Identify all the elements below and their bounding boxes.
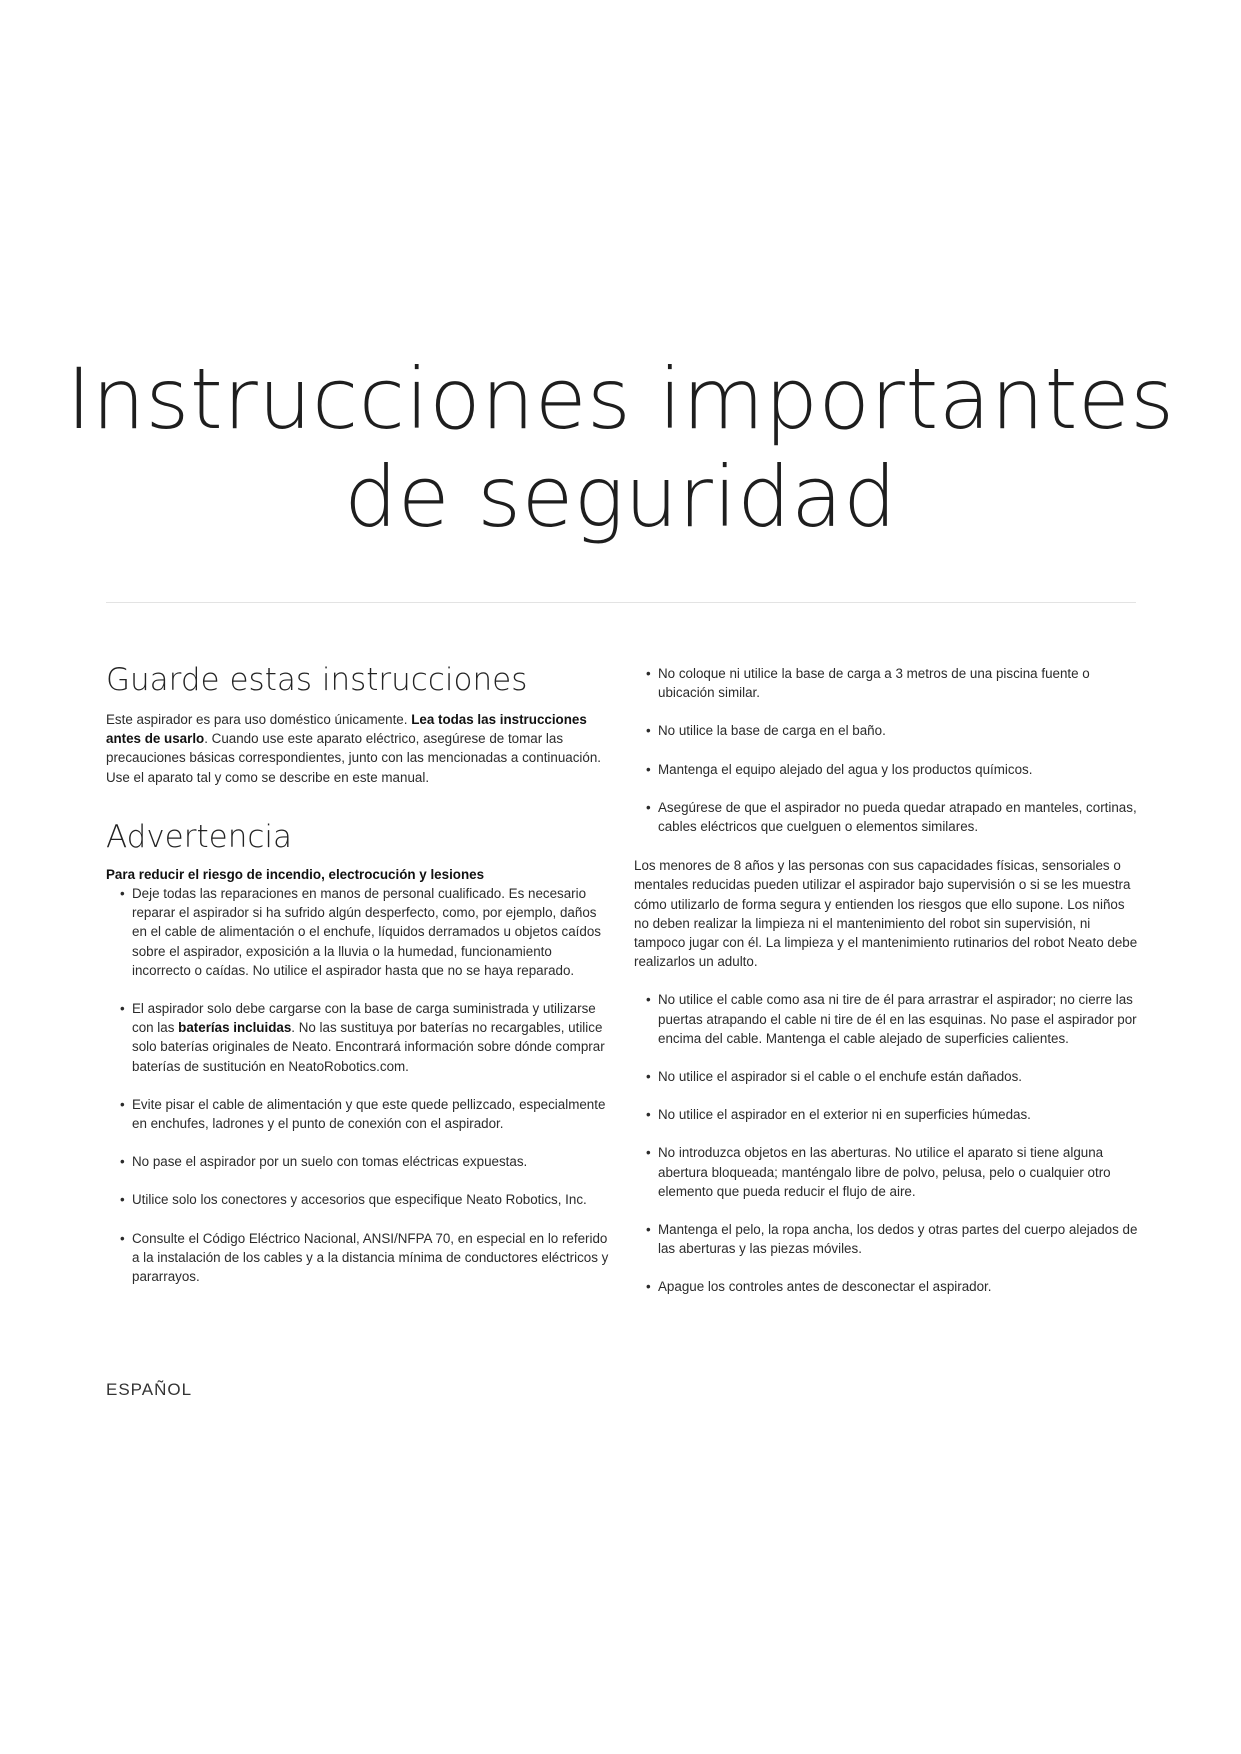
save-intro-text-end: . Cuando use este aparato eléctrico, asegúrese de tomar las precauciones básicas correspondientes, junto con las mencionadas a continuación. Use el aparato tal y como se describe en este manual.	[106, 731, 602, 785]
list-item: • No utilice el aspirador si el cable o el enchufe están dañados.	[634, 1067, 1142, 1086]
title-divider	[106, 602, 1136, 603]
right-column	[634, 664, 1142, 1316]
list-item	[106, 999, 610, 1076]
list-item-text: El aspirador solo debe cargarse con la base de carga suministrada y utilizarse con las	[132, 1001, 596, 1036]
save-intro-text: Este aspirador es para uso doméstico únicamente.	[106, 712, 412, 727]
warning-list	[106, 884, 610, 1286]
save-instructions-heading: Guarde estas instrucciones	[106, 662, 528, 698]
list-item: • Deje todas las reparaciones en manos de personal cualificado. Es necesario reparar el aspirador si ha sufrido algún desperfecto, como, por ejemplo, daños en el cable de alimentación o el enchufe, líquidos derramados u objetos caídos sobre el aspirador, exposición a la lluvia o la humedad, funcionamiento incorrecto o caídas. No utilice el aspirador hasta que no se haya reparado.	[106, 884, 610, 980]
list-item: • Asegúrese de que el aspirador no pueda quedar atrapado en manteles, cortinas, cables eléctricos que cuelguen o elementos similares.	[634, 798, 1142, 836]
list-item: • No utilice la base de carga en el baño.	[634, 721, 1142, 740]
list-item: • Utilice solo los conectores y accesorios que especifique Neato Robotics, Inc.	[106, 1190, 610, 1209]
list-item: • Mantenga el equipo alejado del agua y los productos químicos.	[634, 760, 1142, 779]
list-item: • No utilice el aspirador en el exterior ni en superficies húmedas.	[634, 1105, 1142, 1124]
warning-subheading: Para reducir el riesgo de incendio, electrocución y lesiones	[106, 866, 485, 882]
list-item-text-end: . No las sustituya por baterías no recargables, utilice solo baterías originales de Neato. Encontrará información sobre dónde comprar baterías de sustitución en NeatoRobotics.com.	[132, 1020, 605, 1074]
list-item: • No utilice el cable como asa ni tire de él para arrastrar el aspirador; no cierre las puertas atrapando el cable ni tire de él en las esquinas. No pase el aspirador por encima del cable. Mantenga el cable alejado de superficies calientes.	[634, 990, 1142, 1048]
page-title-line-1: Instrucciones importantes	[66, 350, 1175, 448]
right-list-b	[634, 990, 1142, 1296]
children-paragraph: Los menores de 8 años y las personas con sus capacidades físicas, sensoriales o mentales reducidas pueden utilizar el aspirador bajo supervisión o si se les muestra cómo utilizarlo de forma segura y entienden los riesgos que ello supone. Los niños no deben realizar la limpieza ni el mantenimiento del robot sin supervisión, ni tampoco jugar con él. La limpieza y el mantenimiento rutinarios del robot Neato debe realizarlos un adulto.	[634, 858, 1138, 970]
page-title	[0, 350, 1241, 546]
list-item: • No coloque ni utilice la base de carga a 3 metros de una piscina fuente o ubicación similar.	[634, 664, 1142, 702]
save-intro-bold: Lea todas las instrucciones antes de usarlo	[106, 712, 587, 747]
list-item: • Evite pisar el cable de alimentación y que este quede pellizcado, especialmente en enchufes, ladrones y el punto de conexión con el aspirador.	[106, 1095, 610, 1133]
save-intro-paragraph	[106, 710, 610, 787]
list-item: • No introduzca objetos en las aberturas. No utilice el aparato si tiene alguna abertura bloqueada; manténgalo libre de polvo, pelusa, pelo o cualquier otro elemento que pueda reducir el flujo de aire.	[634, 1143, 1142, 1201]
right-list-a	[634, 664, 1142, 836]
page-title-line-2: de seguridad	[344, 448, 897, 546]
language-label: ESPAÑOL	[106, 1380, 193, 1399]
left-column	[106, 660, 610, 1305]
list-item: • Mantenga el pelo, la ropa ancha, los dedos y otras partes del cuerpo alejados de las aberturas y las piezas móviles.	[634, 1220, 1142, 1258]
list-item: • Apague los controles antes de desconectar el aspirador.	[634, 1277, 1142, 1296]
list-item: • Consulte el Código Eléctrico Nacional, ANSI/NFPA 70, en especial en lo referido a la instalación de los cables y a la distancia mínima de conductores eléctricos y pararrayos.	[106, 1229, 610, 1287]
list-item: • No pase el aspirador por un suelo con tomas eléctricas expuestas.	[106, 1152, 610, 1171]
warning-heading: Advertencia	[106, 818, 293, 855]
list-item-bold: baterías incluidas	[178, 1020, 292, 1036]
